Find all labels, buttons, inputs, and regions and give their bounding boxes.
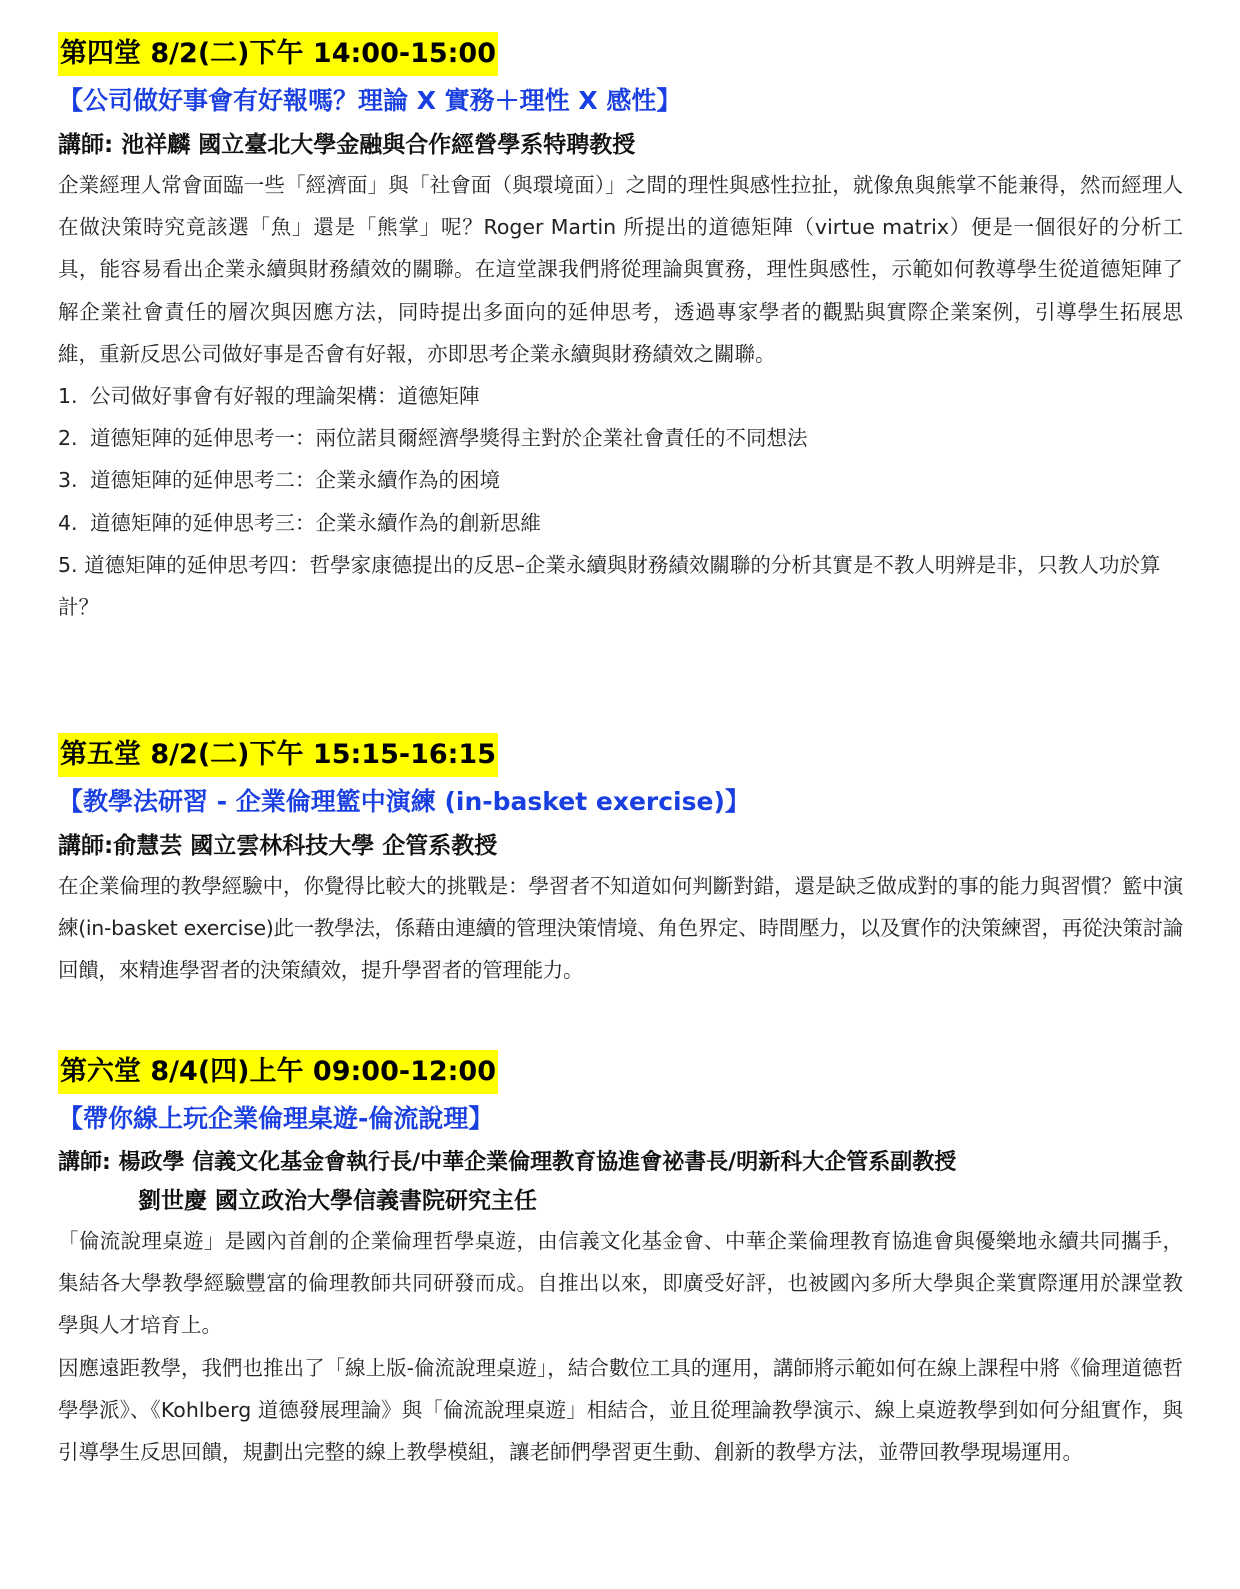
session-header: 第四堂 8/2(二)下午 14:00-15:00 — [58, 32, 498, 76]
session-title: 【教學法研習 - 企業倫理籃中演練 (in-basket exercise)】 — [58, 787, 750, 816]
session-description: 在企業倫理的教學經驗中，你覺得比較大的挑戰是：學習者不知道如何判斷對錯，還是缺乏做成對的事的能力與習慣？籃中演練(in-basket exercise)此一教學法，係藉由連續的管理決策情境、角色界定、時間壓力，以及實作的決策練習，再從決策討論回饋，來精進學習者的決策績效，提升學習者的管理能力。 — [58, 874, 1183, 983]
topic-list — [58, 375, 1183, 628]
lecturer-2: 劉世慶 國立政治大學信義書院研究主任 — [138, 1188, 538, 1214]
session-title: 【公司做好事會有好報嗎？理論 X 實務＋理性 X 感性】 — [58, 86, 682, 115]
list-item: 4. 道德矩陣的延伸思考三：企業永續作為的創新思維 — [58, 510, 541, 535]
session-6 — [58, 1050, 1183, 1473]
lecturer: 講師:俞慧芸 國立雲林科技大學 企管系教授 — [58, 833, 498, 859]
session-5 — [58, 733, 1183, 992]
session-4 — [58, 32, 1183, 628]
session-header: 第五堂 8/2(二)下午 15:15-16:15 — [58, 733, 498, 777]
lecturer: 講師: 楊政學 信義文化基金會執行長/中華企業倫理教育協進會祕書長/明新科大企管系副教授 — [58, 1150, 957, 1175]
session-title: 【帶你線上玩企業倫理桌遊-倫流說理】 — [58, 1104, 494, 1133]
session-header: 第六堂 8/4(四)上午 09:00-12:00 — [58, 1050, 498, 1094]
session-description: 「倫流說理桌遊」是國內首創的企業倫理哲學桌遊，由信義文化基金會、中華企業倫理教育協進會與優樂地永續共同攜手，集結各大學教學經驗豐富的倫理教師共同研發而成。自推出以來，即廣受好評，也被國內多所大學與企業實際運用於課堂教學與人才培育上。 — [58, 1229, 1183, 1338]
list-item: 1. 公司做好事會有好報的理論架構：道德矩陣 — [58, 384, 480, 409]
lecturer: 講師: 池祥麟 國立臺北大學金融與合作經營學系特聘教授 — [58, 132, 636, 158]
list-item: 3. 道德矩陣的延伸思考二：企業永續作為的困境 — [58, 468, 500, 493]
session-description-2: 因應遠距教學，我們也推出了「線上版-倫流說理桌遊」，結合數位工具的運用，講師將示範如何在線上課程中將《倫理道德哲學學派》、《Kohlberg 道德發展理論》與「倫流說理桌遊」相結合，並且從理論教學演示、線上桌遊教學到如何分組實作，與引導學生反思回饋，規劃出完整的線上教學模組，讓老師們學習更生動、創新的教學方法，並帶回教學現場運用。 — [58, 1355, 1183, 1465]
session-description: 企業經理人常會面臨一些「經濟面」與「社會面（與環境面）」之間的理性與感性拉扯，就像魚與熊掌不能兼得，然而經理人在做決策時究竟該選「魚」還是「熊掌」呢？Roger Martin 所提出的道德矩陣（virtue matrix）便是一個很好的分析工具，能容易看出企業永續與財務績效的關聯。在這堂課我們將從理論與實務，理性與感性，示範如何教導學生從道德矩陣了解企業社會責任的層次與因應方法，同時提出多面向的延伸思考，透過專家學者的觀點與實際企業案例，引導學生拓展思維，重新反思公司做好事是否會有好報，亦即思考企業永續與財務績效之關聯。 — [58, 173, 1183, 366]
list-item: 5. 道德矩陣的延伸思考四：哲學家康德提出的反思–企業永續與財務績效關聯的分析其實是不教人明辨是非，只教人功於算計？ — [58, 552, 1161, 620]
list-item: 2. 道德矩陣的延伸思考一：兩位諾貝爾經濟學獎得主對於企業社會責任的不同想法 — [58, 426, 808, 451]
